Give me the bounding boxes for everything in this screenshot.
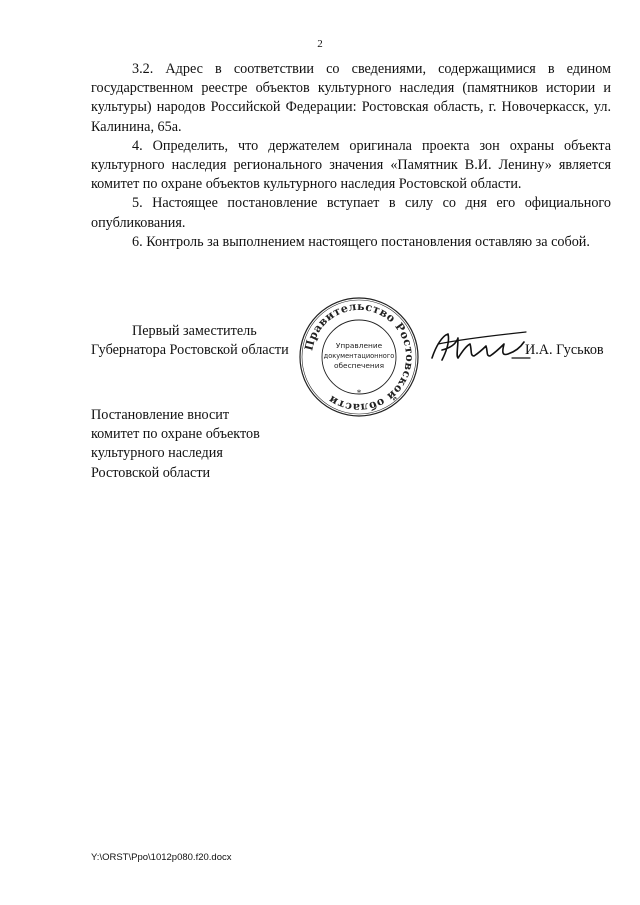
- seal-ring-text: Правительство Ростовской области: [302, 299, 417, 415]
- signer-name: И.А. Гуськов: [525, 342, 604, 358]
- signer-title-line2: Губернатора Ростовской области: [91, 342, 289, 359]
- paragraph-3-2: 3.2. Адрес в соответствии со сведениями, содержащимися в едином государственном реестре объектов культурного наследия (памятников истории и культуры) народов Российской Федерации: Ростовская область, г. Новочеркасск, ул. Калинина, 65а.: [91, 61, 611, 135]
- handwritten-signature: [428, 324, 532, 368]
- submitted-by-line1: Постановление вносит: [91, 407, 230, 423]
- seal-star-icon: *: [356, 388, 362, 398]
- submitted-by-line3: культурного наследия: [91, 445, 223, 462]
- page-number: 2: [317, 38, 323, 50]
- submitted-by-line2: комитет по охране объектов: [91, 426, 260, 443]
- file-path: Y:\ORST\Ppo\1012p080.f20.docx: [91, 852, 232, 863]
- seal-center-line3: обеспечения: [333, 361, 385, 370]
- signer-title-line1: Первый заместитель: [132, 323, 257, 339]
- paragraph-5: 5. Настоящее постановление вступает в силу со дня его официального опубликования.: [91, 195, 611, 231]
- submitted-by-block: [91, 406, 260, 483]
- seal-center-line1: Управление: [335, 341, 383, 350]
- signer-title: [91, 322, 289, 360]
- paragraph-6: 6. Контроль за выполнением настоящего постановления оставляю за собой.: [132, 233, 590, 250]
- paragraph-4: 4. Определить, что держателем оригинала проекта зон охраны объекта культурного наследия регионального значения «Памятник В.И. Ленину» является комитет по охране объектов культурного наследия Ростовской области.: [91, 137, 611, 193]
- official-seal: [298, 296, 420, 418]
- seal-center-line2: документационного: [323, 352, 395, 360]
- submitted-by-line4: Ростовской области: [91, 464, 211, 481]
- resolution-body: [91, 60, 611, 252]
